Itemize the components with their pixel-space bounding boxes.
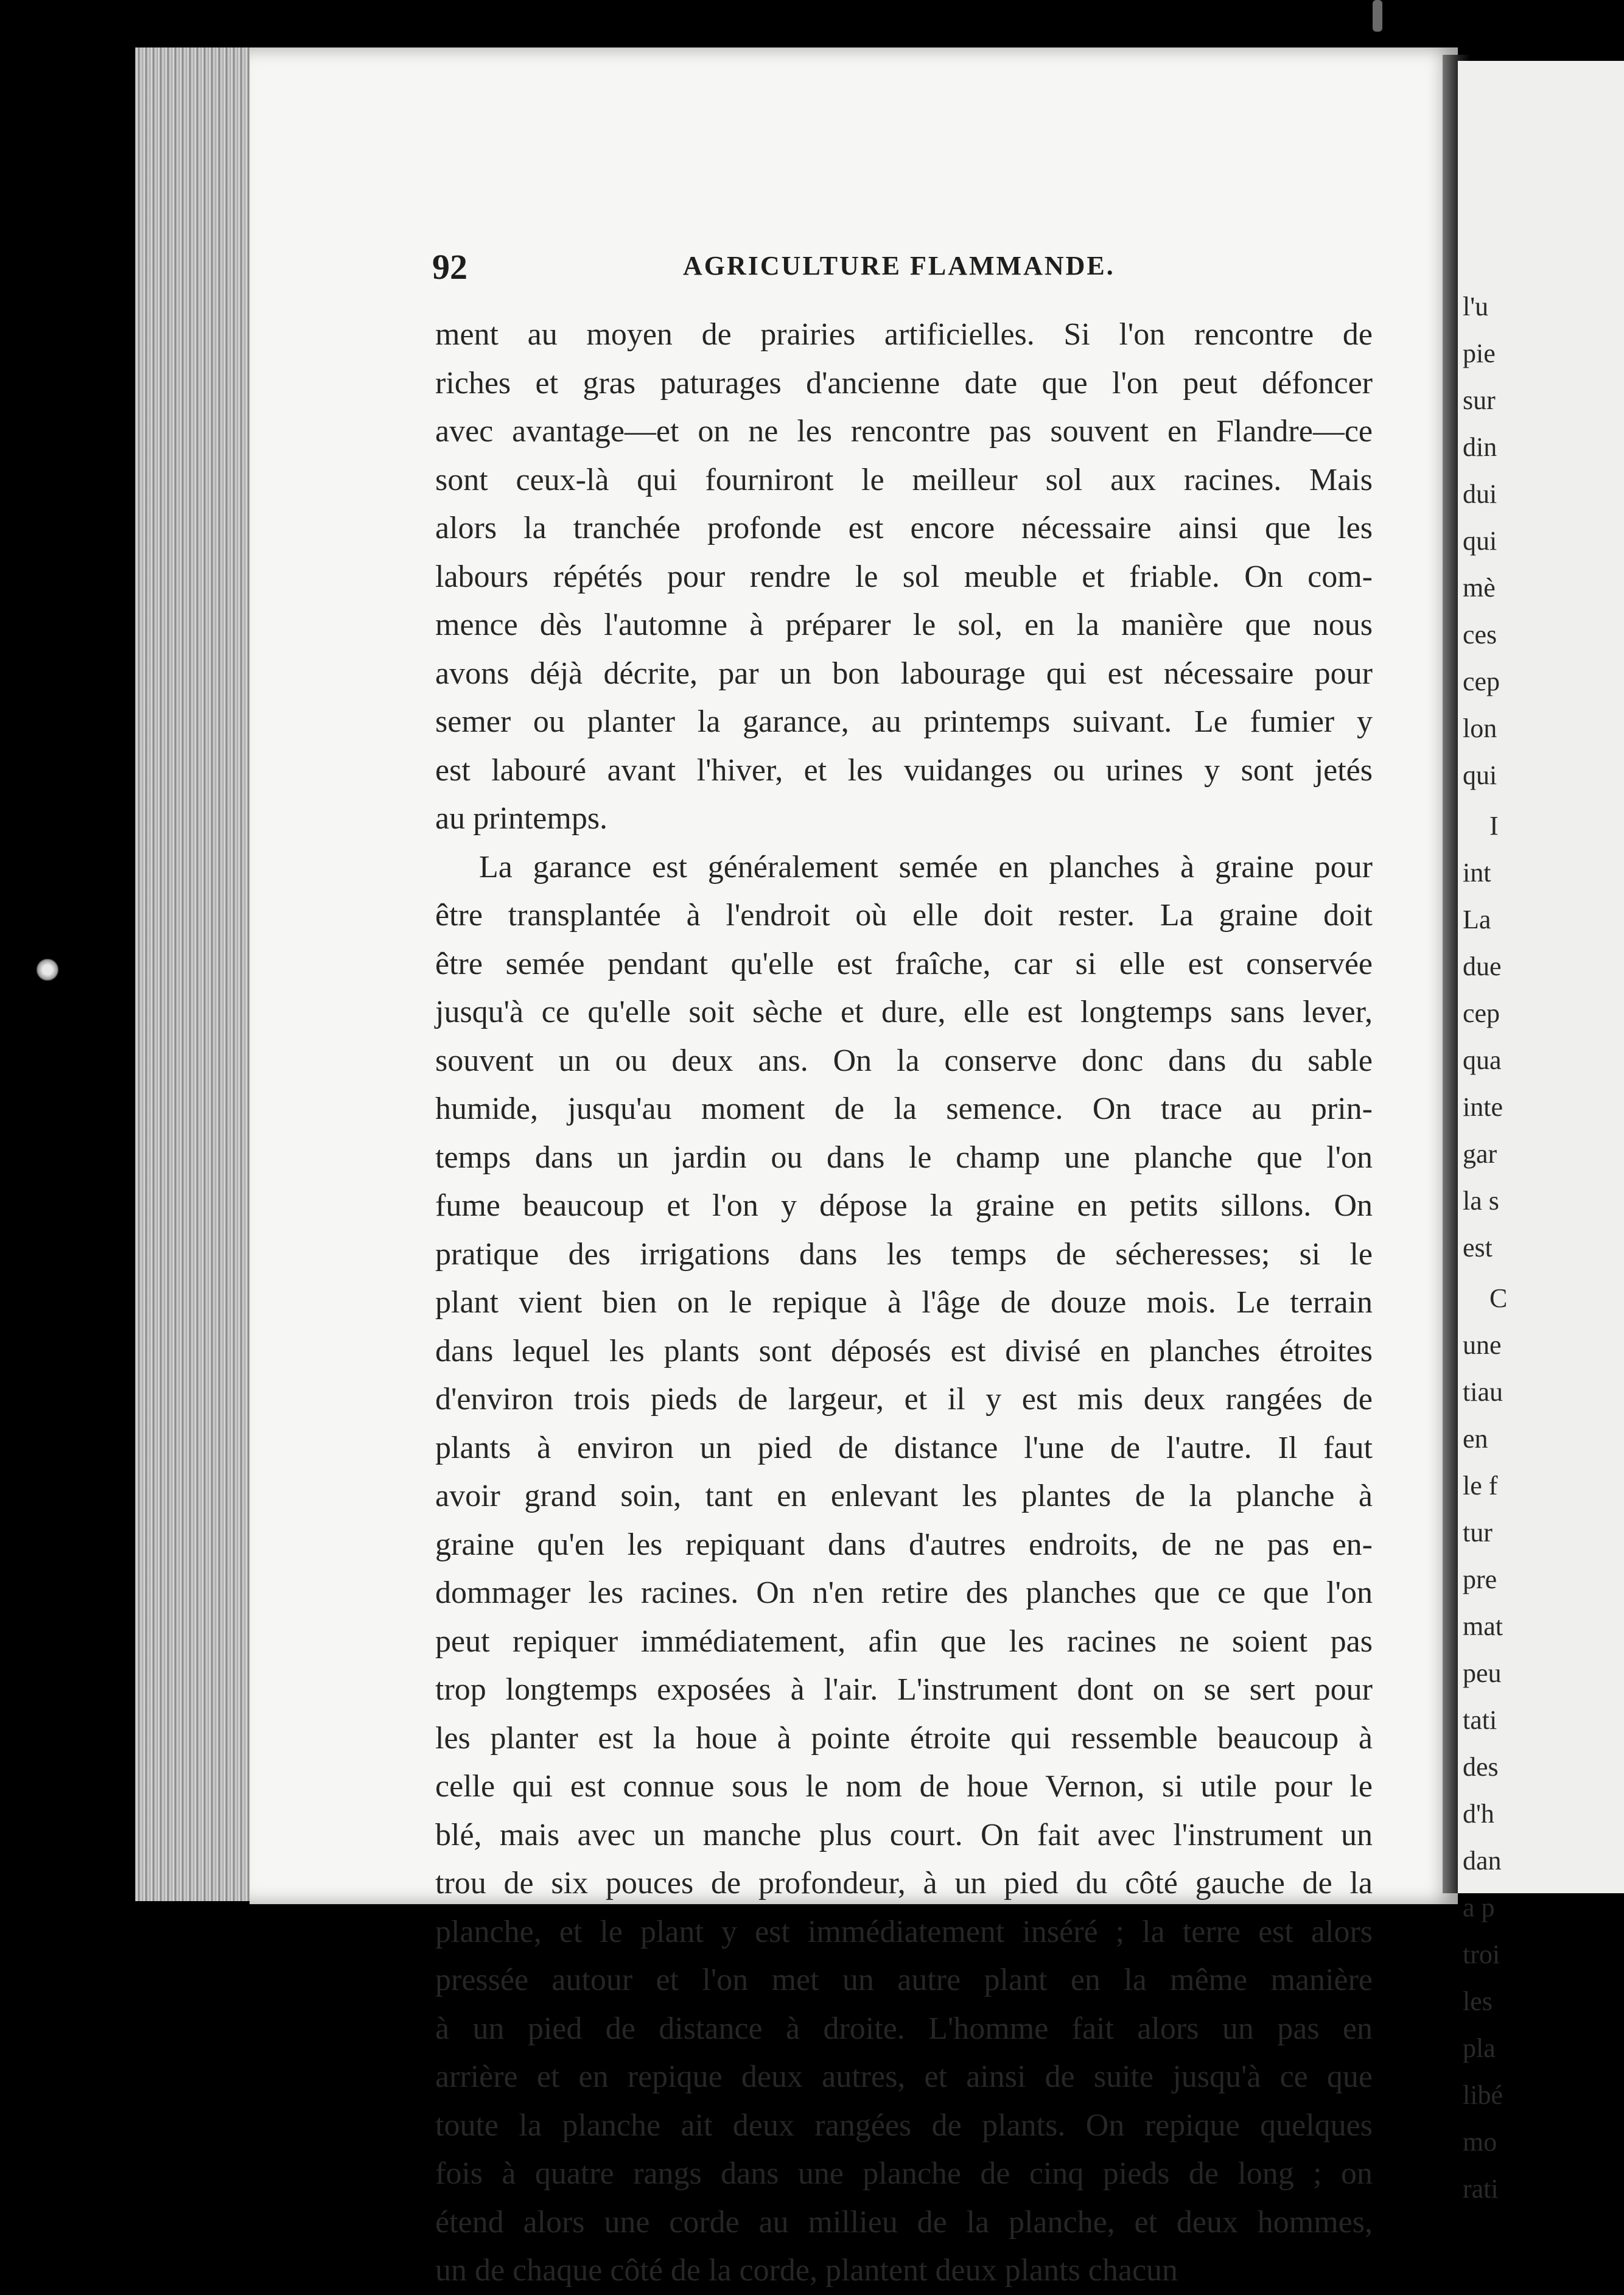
facing-page-fragment: pre xyxy=(1463,1564,1497,1594)
page-block-edge xyxy=(135,47,257,1901)
facing-page-fragment: des xyxy=(1463,1752,1499,1782)
running-title: AGRICULTURE FLAMMANDE. xyxy=(683,251,1115,281)
text-line: les planter est la houe à pointe étroite qui ressemble beaucoup à xyxy=(435,1720,1373,1756)
text-line: pratique des irrigations dans les temps de sécheresses; si le xyxy=(435,1236,1373,1272)
facing-page-fragment: qua xyxy=(1463,1045,1502,1075)
facing-page-fragment: tur xyxy=(1463,1518,1493,1547)
facing-page-fragment: tiau xyxy=(1463,1377,1503,1407)
text-line: sont ceux-là qui fourniront le meilleur sol aux racines. Mais xyxy=(435,462,1373,497)
text-line: graine qu'en les repiquant dans d'autres endroits, de ne pas en- xyxy=(435,1527,1373,1562)
facing-page-fragment: peu xyxy=(1463,1658,1502,1688)
text-line: être transplantée à l'endroit où elle doit rester. La graine doit xyxy=(435,898,1373,933)
facing-page-fragment: l'u xyxy=(1463,292,1489,321)
facing-page-fragment: les xyxy=(1463,1986,1493,2016)
text-line: planche, et le plant y est immédiatement inséré ; la terre est alors xyxy=(435,1914,1373,1949)
facing-page-fragment: C xyxy=(1489,1283,1508,1313)
text-line: mence dès l'automne à préparer le sol, en la manière que nous xyxy=(435,608,1373,642)
facing-page-fragment: due xyxy=(1463,951,1502,981)
facing-page-fragment: tati xyxy=(1463,1705,1497,1735)
facing-page-fragment: pie xyxy=(1463,338,1496,368)
facing-page-fragment: d'h xyxy=(1463,1799,1494,1829)
page-header xyxy=(432,247,1382,289)
facing-page-fragment: din xyxy=(1463,432,1497,462)
facing-page-fragment: sur xyxy=(1463,385,1496,415)
text-line: souvent un ou deux ans. On la conserve donc dans du sable xyxy=(435,1043,1373,1078)
facing-page-fragment: mè xyxy=(1463,573,1496,603)
facing-page-fragment: mat xyxy=(1463,1611,1503,1641)
text-line: blé, mais avec un manche plus court. On fait avec l'instrument un xyxy=(435,1817,1373,1852)
text-line: étend alors une corde au millieu de la planche, et deux hommes, xyxy=(435,2204,1373,2240)
text-line: pressée autour et l'on met un autre plant en la même manière xyxy=(435,1963,1373,1997)
text-line: alors la tranchée profonde est encore nécessaire ainsi que les xyxy=(435,511,1373,545)
facing-page-fragment: lon xyxy=(1463,713,1497,743)
facing-page-fragment: La xyxy=(1463,905,1491,934)
text-line: riches et gras paturages d'ancienne date que l'on peut défoncer xyxy=(435,365,1373,401)
facing-page-fragment: cep xyxy=(1463,998,1500,1028)
facing-page-fragment: dui xyxy=(1463,479,1497,509)
text-line: trop longtemps exposées à l'air. L'instrument dont on se sert pour xyxy=(435,1672,1373,1707)
facing-page-fragment: troi xyxy=(1463,1939,1500,1969)
facing-page-fragment: a p xyxy=(1463,1893,1495,1922)
text-line: avec avantage—et on ne les rencontre pas souvent en Flandre—ce xyxy=(435,414,1373,449)
text-line: dans lequel les plants sont déposés est divisé en planches étroites xyxy=(435,1333,1373,1368)
facing-page-fragment: pla xyxy=(1463,2033,1496,2063)
facing-page-fragment: int xyxy=(1463,858,1491,888)
text-line: temps dans un jardin ou dans le champ une planche que l'on xyxy=(435,1140,1373,1175)
text-line: dommager les racines. On n'en retire des planches que ce que l'on xyxy=(435,1575,1373,1610)
text-line: fume beaucoup et l'on y dépose la graine en petits sillons. On xyxy=(435,1188,1373,1223)
facing-page-fragment: le f xyxy=(1463,1471,1498,1501)
text-line: celle qui est connue sous le nom de houe Vernon, si utile pour le xyxy=(435,1769,1373,1804)
facing-page-fragment: dan xyxy=(1463,1846,1502,1876)
facing-page-fragment: qui xyxy=(1463,760,1497,790)
facing-page-fragment: qui xyxy=(1463,526,1497,556)
text-line: jusqu'à ce qu'elle soit sèche et dure, elle est longtemps sans lever, xyxy=(435,995,1373,1029)
text-line: est labouré avant l'hiver, et les vuidanges ou urines y sont jetés xyxy=(435,752,1373,788)
text-line: au printemps. xyxy=(435,801,608,836)
text-line: semer ou planter la garance, au printemps suivant. Le fumier y xyxy=(435,704,1373,739)
text-line: ment au moyen de prairies artificielles. Si l'on rencontre de xyxy=(435,317,1373,352)
scan-artifact xyxy=(35,959,60,981)
text-line: plant vient bien on le repique à l'âge de douze mois. Le terrain xyxy=(435,1285,1373,1320)
text-line: trou de six pouces de profondeur, à un pied du côté gauche de la xyxy=(435,1866,1373,1901)
facing-page-fragment: rati xyxy=(1463,2174,1499,2204)
text-line: d'environ trois pieds de largeur, et il y est mis deux rangées de xyxy=(435,1382,1373,1417)
text-line: toute la planche ait deux rangées de plants. On repique quelques xyxy=(435,2108,1373,2143)
body-text xyxy=(435,310,1373,2295)
facing-page-fragment: I xyxy=(1489,811,1499,841)
facing-page-fragment: en xyxy=(1463,1424,1488,1454)
facing-page xyxy=(1458,61,1624,2204)
facing-page-fragment: est xyxy=(1463,1233,1493,1263)
text-line: labours répétés pour rendre le sol meuble et friable. On com- xyxy=(435,559,1373,594)
facing-page-fragment: libé xyxy=(1463,2080,1503,2110)
facing-page-fragment: mo xyxy=(1463,2127,1497,2157)
text-line: La garance est généralement semée en planches à graine pour xyxy=(479,849,1373,885)
text-line: fois à quatre rangs dans une planche de cinq pieds de long ; on xyxy=(435,2156,1373,2191)
text-line: à un pied de distance à droite. L'homme fait alors un pas en xyxy=(435,2011,1373,2046)
text-line: humide, jusqu'au moment de la semence. On trace au prin- xyxy=(435,1091,1373,1126)
text-line: un de chaque côté de la corde, plantent deux plants chacun xyxy=(435,2253,1178,2288)
text-line: plants à environ un pied de distance l'une de l'autre. Il faut xyxy=(435,1430,1373,1465)
facing-page-fragment: ces xyxy=(1463,620,1497,650)
text-line: peut repiquer immédiatement, afin que les racines ne soient pas xyxy=(435,1624,1373,1659)
text-line: avoir grand soin, tant en enlevant les plantes de la planche à xyxy=(435,1479,1373,1513)
scan-artifact xyxy=(1373,0,1382,32)
facing-page-fragment: gar xyxy=(1463,1139,1497,1169)
text-line: arrière et en repique deux autres, et ainsi de suite jusqu'à ce que xyxy=(435,2059,1373,2094)
facing-page-fragment: cep xyxy=(1463,667,1500,696)
text-line: avons déjà décrite, par un bon labourage qui est nécessaire pour xyxy=(435,656,1373,691)
facing-page-fragment: inte xyxy=(1463,1092,1503,1122)
text-line: être semée pendant qu'elle est fraîche, car si elle est conservée xyxy=(435,946,1373,981)
facing-page-fragment: la s xyxy=(1463,1186,1499,1216)
facing-page-fragment: une xyxy=(1463,1330,1502,1360)
page-number: 92 xyxy=(432,247,467,287)
